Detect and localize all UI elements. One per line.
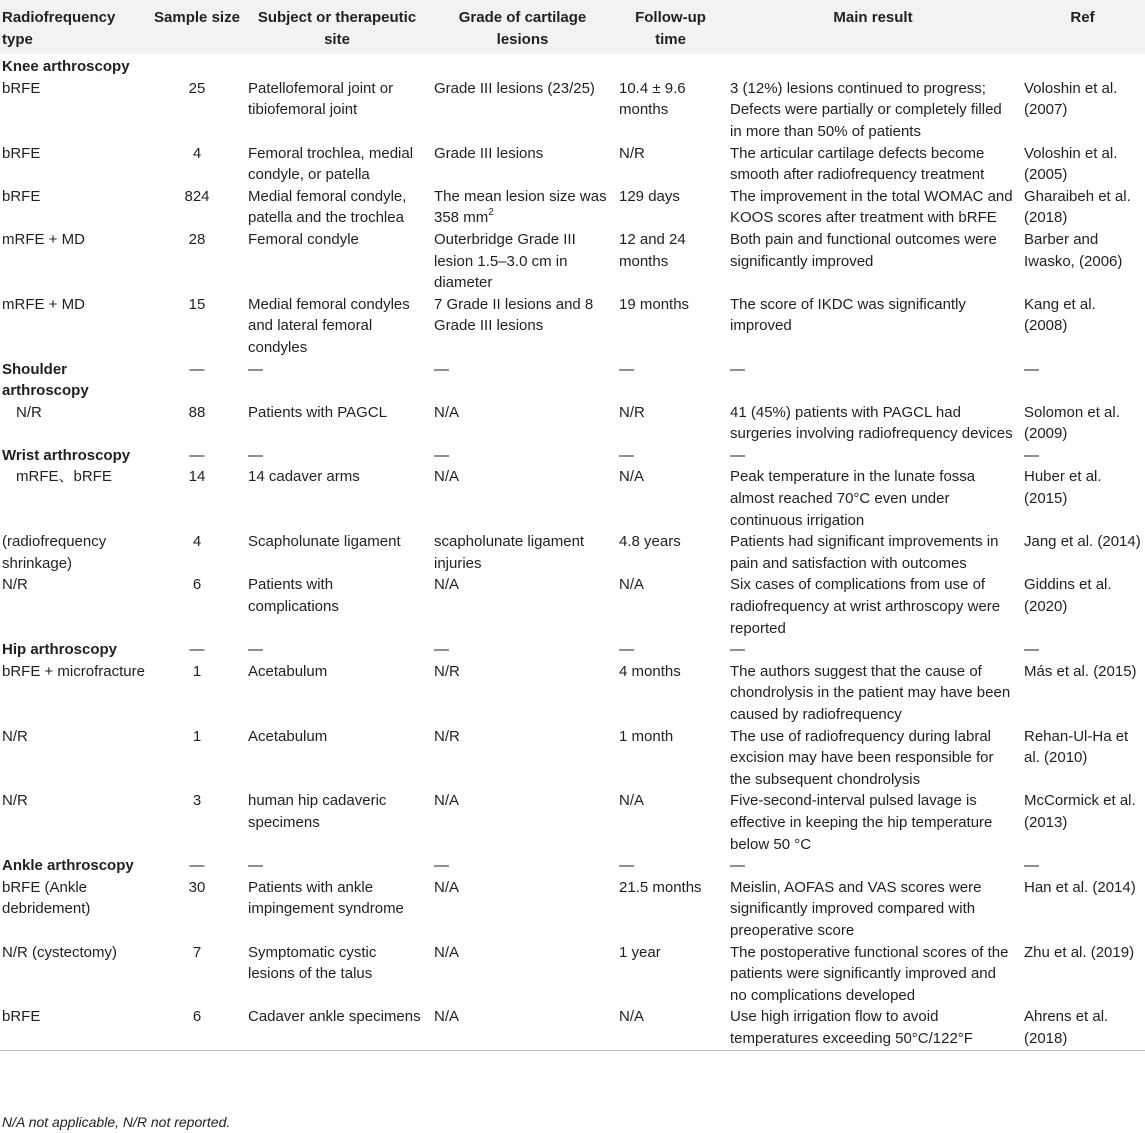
cell-grade: N/A — [434, 943, 460, 961]
cell-site: Medial femoral condyles and lateral femoral condyles — [248, 295, 410, 356]
cell-grade: N/A — [434, 792, 460, 810]
cell-grade: Outerbridge Grade III lesion 1.5–3.0 cm in diameter — [434, 230, 576, 292]
cell-grade-text: The mean lesion size was 358 mm — [434, 187, 607, 227]
cell-type: mRFE + MD — [2, 295, 85, 313]
section-dash: — — [189, 446, 205, 464]
section-dash: — — [434, 857, 449, 875]
section-empty-cell — [430, 54, 615, 78]
cell-sample: 15 — [188, 295, 206, 313]
section-dash: — — [730, 360, 745, 378]
cell-ref: Jang et al. (2014) — [1024, 533, 1141, 551]
cell-result: Use high irrigation flow to avoid temperatures exceeding 50°C/122°F — [726, 1006, 1020, 1050]
section-title: Ankle arthroscopy — [2, 857, 134, 875]
cell-follow: N/A — [615, 1006, 726, 1050]
section-dash: — — [619, 857, 634, 875]
header-grade: Grade of cartilage lesions — [430, 0, 615, 54]
cell-follow: 10.4 ± 9.6 months — [619, 79, 686, 119]
cell-ref: Solomon et al. (2009) — [1024, 403, 1120, 443]
cell-ref: Voloshin et al. (2005) — [1024, 144, 1118, 184]
cell-follow: N/R — [619, 144, 645, 162]
table-row — [0, 574, 1145, 639]
section-dash: — — [434, 360, 449, 378]
table-row — [0, 661, 1145, 726]
cell-type: (radiofrequency shrinkage) — [2, 533, 107, 572]
header-sample-size: Sample size — [150, 0, 244, 54]
cell-sample: 4 — [192, 533, 202, 551]
cell-result: The score of IKDC was significantly improved — [730, 295, 966, 335]
section-title: Shoulder arthroscopy — [2, 360, 89, 400]
section-dash: — — [189, 360, 205, 378]
cell-follow: N/A — [619, 468, 645, 486]
cell-type: N/R — [2, 727, 28, 745]
section-dash: — — [619, 446, 634, 464]
cell-site: Patients with ankle impingement syndrome — [248, 878, 404, 918]
cell-result: 41 (45%) patients with PAGCL had surgeries involving radiofrequency devices — [730, 403, 1013, 443]
cell-grade: N/A — [434, 878, 460, 896]
table-row — [0, 78, 1145, 143]
table-row — [0, 466, 1145, 531]
cell-grade: N/A — [434, 576, 460, 594]
cell-sample: 3 — [192, 792, 202, 810]
cell-result: Meislin, AOFAS and VAS scores were significantly improved compared with preoperative score — [730, 878, 982, 939]
cell-follow: 1 month — [619, 727, 674, 745]
section-dash: — — [730, 446, 745, 464]
cell-site: Femoral condyle — [248, 230, 359, 248]
cell-type: N/R — [2, 576, 28, 594]
cell-follow: 19 months — [619, 295, 690, 313]
cell-sample: 7 — [192, 943, 202, 961]
table-row — [0, 790, 1145, 855]
cell-ref: Gharaibeh et al. (2018) — [1024, 187, 1131, 227]
cell-sample: 6 — [150, 1006, 244, 1050]
cell-site: Symptomatic cystic lesions of the talus — [248, 943, 377, 983]
cell-follow: N/R — [619, 403, 645, 421]
section-empty-cell — [726, 54, 1020, 78]
table-row — [0, 294, 1145, 359]
cell-result: Both pain and functional outcomes were significantly improved — [730, 230, 997, 270]
section-dash: — — [1024, 857, 1039, 875]
cell-site: Patellofemoral joint or tibiofemoral joint — [248, 79, 394, 119]
cell-sample: 4 — [192, 144, 202, 162]
cell-site: Patients with PAGCL — [248, 403, 387, 421]
cell-grade: N/A — [430, 1006, 615, 1050]
cell-result: Peak temperature in the lunate fossa almost reached 70°C even under continuous irrigation — [730, 468, 976, 529]
table-row — [0, 1006, 1145, 1050]
cell-result: The postoperative functional scores of the patients were significantly improved and no complications developed — [730, 943, 1009, 1004]
table-row — [0, 143, 1145, 186]
cell-ref: McCormick et al. (2013) — [1024, 792, 1136, 831]
cell-follow: 1 year — [619, 943, 661, 961]
table-body — [0, 54, 1145, 1050]
cell-result: The improvement in the total WOMAC and KOOS scores after treatment with bRFE — [730, 187, 1013, 227]
section-dash: — — [730, 857, 745, 875]
section-dash: — — [434, 641, 449, 659]
header-main-result: Main result — [726, 0, 1020, 54]
cell-result: Six cases of complications from use of radiofrequency at wrist arthroscopy were reported — [730, 576, 1001, 637]
cell-result: The authors suggest that the cause of chondrolysis in the patient may have been caused by radiofrequency — [730, 662, 1011, 723]
table-row — [0, 877, 1145, 942]
section-row — [0, 54, 1145, 78]
cell-site: Acetabulum — [248, 662, 328, 680]
cell-sample: 28 — [188, 230, 206, 248]
cell-site: Acetabulum — [248, 727, 328, 745]
cell-type: bRFE — [2, 79, 41, 97]
section-dash: — — [248, 360, 263, 378]
section-empty-cell — [244, 54, 430, 78]
cell-grade: Grade III lesions (23/25) — [434, 79, 595, 97]
cell-follow: 129 days — [619, 187, 680, 205]
section-title: Wrist arthroscopy — [2, 446, 131, 464]
cell-ref: Rehan-Ul-Ha et al. (2010) — [1024, 727, 1129, 767]
table-footnote: N/A not applicable, N/R not reported. — [2, 1114, 231, 1130]
cell-type: mRFE、bRFE — [16, 468, 112, 486]
cell-site: Patients with complications — [248, 576, 339, 616]
section-dash: — — [730, 641, 745, 659]
cell-site: Femoral trochlea, medial condyle, or patella — [248, 144, 414, 184]
cell-grade: N/R — [434, 727, 460, 745]
cell-grade: N/A — [434, 468, 460, 486]
section-empty-cell — [150, 54, 244, 78]
section-dash: — — [619, 641, 634, 659]
cell-follow: 21.5 months — [619, 878, 702, 896]
table-row — [0, 531, 1145, 574]
cell-type: bRFE — [0, 1006, 150, 1050]
section-dash: — — [1024, 641, 1039, 659]
cell-ref: Voloshin et al. (2007) — [1024, 79, 1118, 119]
cell-type: bRFE — [2, 187, 41, 205]
cell-sample: 1 — [192, 662, 202, 680]
section-empty-cell — [615, 54, 726, 78]
cell-type: mRFE + MD — [2, 230, 85, 248]
section-row — [0, 359, 1145, 402]
cell-ref: Kang et al. (2008) — [1024, 295, 1096, 335]
cell-sample: 30 — [188, 878, 206, 896]
section-row — [0, 639, 1145, 661]
section-dash: — — [248, 857, 263, 875]
cell-type: bRFE — [2, 144, 41, 162]
section-title: Hip arthroscopy — [2, 641, 118, 659]
cell-site: human hip cadaveric specimens — [248, 792, 387, 831]
cell-sample: 6 — [192, 576, 202, 594]
section-dash: — — [189, 641, 205, 659]
cell-grade: Grade III lesions — [434, 144, 544, 162]
cell-type: N/R — [16, 403, 42, 421]
cell-result: The articular cartilage defects become smooth after radiofrequency treatment — [730, 144, 985, 184]
table-row — [0, 726, 1145, 791]
cell-follow: 12 and 24 months — [619, 230, 686, 270]
cell-result: Patients had significant improvements in pain and satisfaction with outcomes — [730, 533, 999, 572]
section-empty-cell — [1020, 54, 1145, 78]
cell-grade: 7 Grade II lesions and 8 Grade III lesions — [434, 295, 594, 335]
section-dash: — — [619, 360, 634, 378]
cell-follow: N/A — [619, 792, 645, 810]
cell-ref: Huber et al. (2015) — [1024, 468, 1102, 508]
section-dash: — — [434, 446, 449, 464]
cell-grade: N/A — [434, 403, 460, 421]
section-dash: — — [248, 446, 263, 464]
cell-ref: Barber and Iwasko, (2006) — [1024, 230, 1123, 270]
cell-result: 3 (12%) lesions continued to progress; Defects were partially or completely filled in more than 50% of patients — [730, 79, 1002, 140]
cell-ref: Ahrens et al. (2018) — [1020, 1006, 1145, 1050]
cell-sample: 25 — [188, 79, 206, 97]
table-row — [0, 229, 1145, 294]
cell-type: bRFE + microfracture — [2, 662, 145, 680]
cell-ref: Han et al. (2014) — [1024, 878, 1136, 896]
section-title: Knee arthroscopy — [2, 58, 130, 76]
cell-type: N/R — [2, 792, 28, 810]
cell-site: Cadaver ankle specimens — [244, 1006, 430, 1050]
cell-type: N/R (cystectomy) — [2, 943, 118, 961]
section-dash: — — [1024, 360, 1039, 378]
cell-grade: scapholunate ligament injuries — [434, 533, 585, 572]
section-dash: — — [1024, 446, 1039, 464]
cell-site: Scapholunate ligament — [248, 533, 401, 551]
cell-sample: 1 — [192, 727, 202, 745]
table-row — [0, 402, 1145, 445]
cell-ref: Giddins et al. (2020) — [1024, 576, 1112, 616]
section-row — [0, 445, 1145, 467]
header-radiofrequency-type: Radiofrequency type — [0, 0, 150, 54]
table-header — [0, 0, 1145, 54]
cell-ref: Zhu et al. (2019) — [1024, 943, 1135, 961]
header-ref: Ref — [1020, 0, 1145, 54]
cell-site: Medial femoral condyle, patella and the trochlea — [248, 187, 407, 227]
cell-result: Five-second-interval pulsed lavage is effective in keeping the hip temperature below 50 °C — [730, 792, 993, 853]
cell-sample: 88 — [188, 403, 206, 421]
cell-sample: 824 — [184, 187, 210, 205]
cell-site: 14 cadaver arms — [248, 468, 360, 486]
cell-follow: N/A — [619, 576, 645, 594]
cell-grade: N/R — [434, 662, 460, 680]
table-row — [0, 942, 1145, 1007]
cell-grade-superscript: 2 — [488, 207, 494, 219]
section-dash: — — [248, 641, 263, 659]
header-follow-up: Follow-up time — [615, 0, 726, 54]
cell-ref: Más et al. (2015) — [1024, 662, 1137, 680]
cell-result: The use of radiofrequency during labral excision may have been responsible for the subsequent chondrolysis — [730, 727, 994, 788]
cell-grade — [430, 186, 615, 229]
cell-sample: 14 — [188, 468, 206, 486]
cell-type: bRFE (Ankle debridement) — [2, 878, 91, 918]
cell-follow: 4 months — [619, 662, 681, 680]
cell-follow: 4.8 years — [619, 533, 681, 551]
table-row — [0, 186, 1145, 229]
header-site: Subject or therapeutic site — [244, 0, 430, 54]
section-row — [0, 855, 1145, 877]
section-dash: — — [189, 857, 205, 875]
